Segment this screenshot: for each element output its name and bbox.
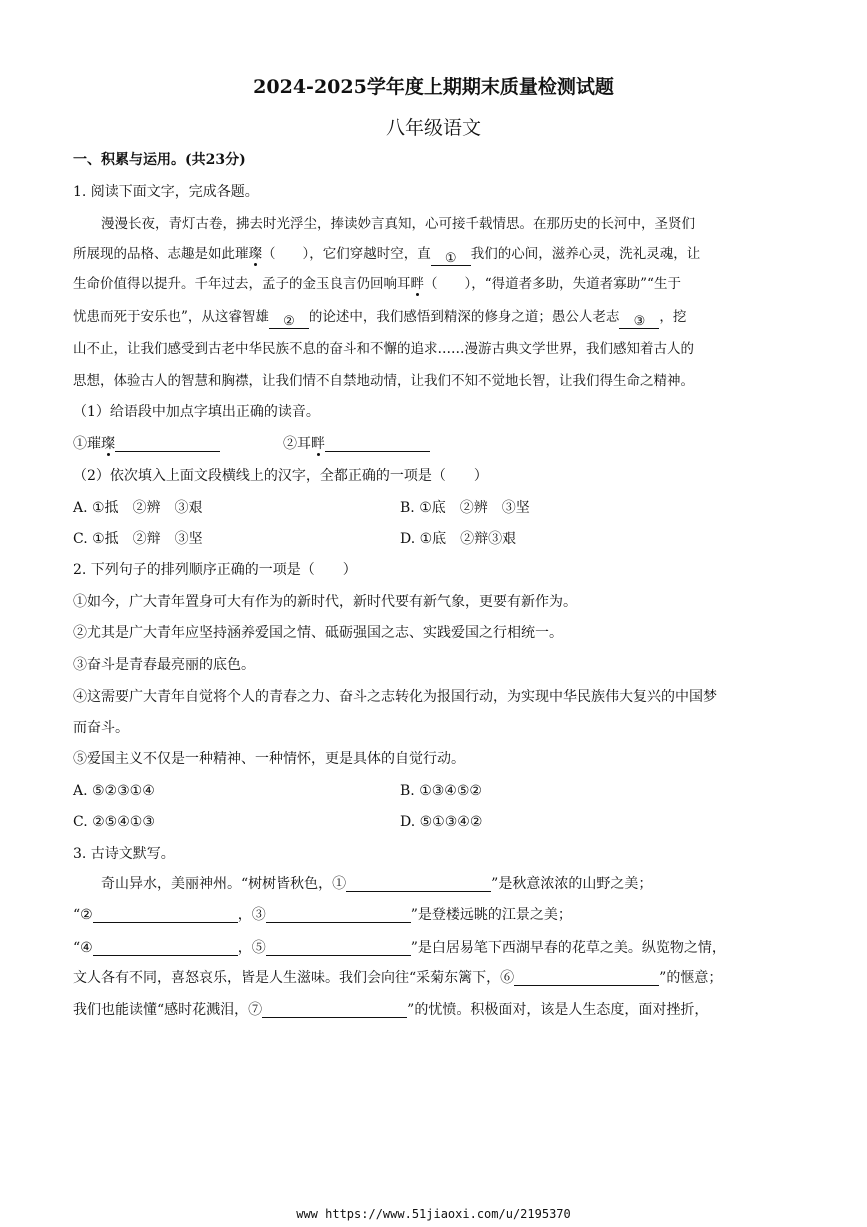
dotted-char: 畔 — [410, 276, 424, 292]
passage-line: 漫漫长夜，青灯古卷，拂去时光浮尘，捧读妙言真知，心可接千载情思。在那历史的长河中，圣贤们 — [101, 216, 695, 232]
q1-stem: 1. 阅读下面文字，完成各题。 — [73, 184, 259, 200]
q1-sub2: （2）依次填入上面文段横线上的汉字，全都正确的一项是（ ） — [73, 468, 488, 484]
sentence-2: ②尤其是广大青年应坚持涵养爱国之情、砥砺强国之志、实践爱国之行相统一。 — [73, 625, 563, 641]
q2-stem: 2. 下列句子的排列顺序正确的一项是（ ） — [73, 562, 357, 578]
answer-blank[interactable] — [266, 906, 411, 923]
q1-sub1: （1）给语段中加点字填出正确的读音。 — [73, 404, 320, 420]
option-d[interactable]: D. ①底 ②辩③艰 — [400, 531, 517, 547]
sentence-4: ④这需要广大青年自觉将个人的青春之力、奋斗之志转化为报国行动，为实现中华民族伟大复兴的中国梦 — [73, 689, 717, 705]
answer-blank[interactable] — [262, 1001, 407, 1018]
answer-blank[interactable] — [93, 939, 238, 956]
answer-blank[interactable] — [115, 435, 220, 452]
sentence-5: ⑤爱国主义不仅是一种精神、一种情怀，更是具体的自觉行动。 — [73, 751, 465, 767]
passage-line: 所展现的品格、志趣是如此璀璨（ ），它们穿越时空，直 ① 我们的心间，滋养心灵，洗礼灵魂，让 — [73, 246, 701, 266]
answer-blank[interactable] — [346, 875, 491, 892]
option-c[interactable]: C. ②⑤④①③ — [73, 814, 155, 830]
answer-blank[interactable] — [325, 435, 430, 452]
option-d[interactable]: D. ⑤①③④② — [400, 814, 483, 830]
option-b[interactable]: B. ①③④⑤② — [400, 783, 482, 799]
section-heading: 一、积累与运用。(共23分) — [73, 152, 246, 168]
poem-line: 奇山异水，美丽神州。“树树皆秋色，① ”是秋意浓浓的山野之美； — [101, 876, 653, 892]
passage-line: 生命价值得以提升。千年过去，孟子的金玉良言仍回响耳畔（ ），“得道者多助，失道者寡助”“生于 — [73, 276, 681, 292]
blank-1[interactable]: ① — [431, 249, 471, 266]
passage-line: 忧患而死于安乐也”，从这睿智雄 ② 的论述中，我们感悟到精深的修身之道；愚公人老志 ③ ，挖 — [73, 309, 687, 329]
answer-blank[interactable] — [93, 906, 238, 923]
option-a[interactable]: A. ⑤②③①④ — [73, 783, 155, 799]
passage-line: 思想，体验古人的智慧和胸襟，让我们情不自禁地动情，让我们不知不觉地长智，让我们得生命之精神。 — [73, 373, 694, 389]
exam-title: 2024-2025学年度上期期末质量检测试题 — [253, 76, 614, 98]
pinyin-answer-1: ①璀璨 — [73, 434, 220, 454]
poem-line: 文人各有不同，喜怒哀乐，皆是人生滋味。我们会向往“采菊东篱下，⑥ ”的惬意； — [73, 970, 723, 986]
poem-line: “④ ，⑤ ”是白居易笔下西湖早春的花草之美。纵览物之情， — [73, 940, 726, 956]
option-b[interactable]: B. ①底 ②辨 ③坚 — [400, 500, 530, 516]
sentence-3: ③奋斗是青春最亮丽的底色。 — [73, 657, 255, 673]
footer-url: www https://www.51jiaoxi.com/u/2195370 — [296, 1207, 571, 1221]
answer-blank[interactable] — [514, 969, 659, 986]
poem-line: “② ，③ ”是登楼远眺的江景之美； — [73, 907, 572, 923]
sentence-1: ①如今，广大青年置身可大有作为的新时代，新时代要有新气象，更要有新作为。 — [73, 594, 577, 610]
blank-2[interactable]: ② — [269, 312, 309, 329]
pinyin-answer-2: ②耳畔 — [283, 434, 430, 454]
exam-subtitle: 八年级语文 — [385, 117, 481, 139]
q3-stem: 3. 古诗文默写。 — [73, 846, 175, 862]
option-a[interactable]: A. ①抵 ②辨 ③艰 — [73, 500, 203, 516]
option-c[interactable]: C. ①抵 ②辩 ③坚 — [73, 531, 203, 547]
passage-line: 山不止，让我们感受到古老中华民族不息的奋斗和不懈的追求……漫游古典文学世界，我们感知着古人的 — [73, 341, 694, 357]
sentence-4-cont: 而奋斗。 — [73, 720, 129, 736]
poem-line: 我们也能读懂“感时花溅泪，⑦ ”的忧愤。积极面对，该是人生态度，面对挫折， — [73, 1002, 709, 1018]
blank-3[interactable]: ③ — [619, 312, 659, 329]
answer-blank[interactable] — [266, 939, 411, 956]
dotted-char: 璨 — [248, 246, 262, 262]
